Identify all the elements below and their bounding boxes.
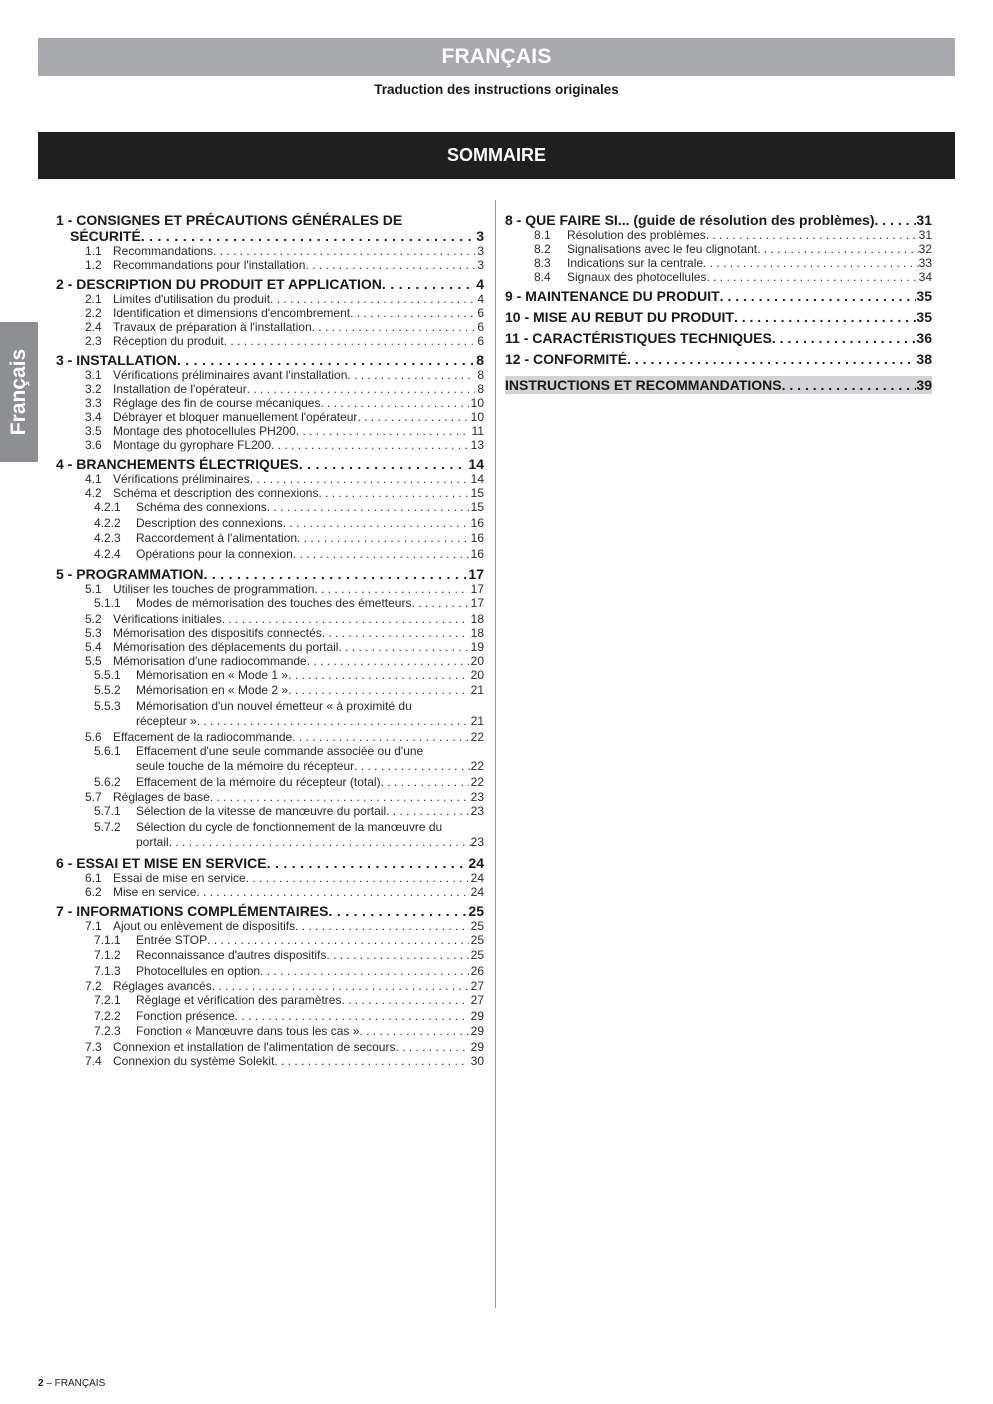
toc-item-number: 5.7.2 [94,819,121,834]
toc-item-title: Entrée STOP [136,932,208,947]
toc-page: 35 [916,288,932,304]
toc-section-title-cont: SÉCURITÉ [70,228,141,244]
toc-page: 31 [918,228,932,242]
toc-item-title: Description des connexions [136,515,283,530]
toc-item-number: 8.3 [534,256,551,270]
toc-section-11[interactable] [505,330,932,346]
toc-page: 36 [916,330,932,346]
toc-page: 17 [468,566,484,582]
toc-page: 15 [470,486,484,500]
toc-left-column [56,212,484,1068]
toc-banner [38,132,955,179]
toc-subitem[interactable] [56,668,484,684]
toc-page: 3 [477,258,484,272]
toc-item-title: Utiliser les touches de programmation [113,582,315,596]
toc-item-title: Réglage et vérification des paramètres [136,993,342,1007]
toc-page: 24 [470,870,484,885]
toc-section-title: 2 - DESCRIPTION DU PRODUIT ET APPLICATION [56,276,382,292]
toc-item-title: Schéma et description des connexions [113,486,319,500]
toc-subitem[interactable] [56,1024,484,1040]
toc-page: 16 [470,515,484,530]
toc-subitem[interactable] [56,683,484,699]
toc-section-title: INSTRUCTIONS ET RECOMMANDATIONS [505,377,782,393]
toc-item-number: 4.2.3 [94,531,121,545]
toc-item-number: 5.4 [85,639,102,654]
toc-item[interactable] [505,270,932,284]
toc-item-title: Essai de mise en service [113,870,246,885]
toc-item[interactable] [56,382,484,396]
toc-subitem-continuation[interactable] [56,714,484,730]
toc-item-title: Vérifications initiales [113,611,222,626]
toc-item-number: 3.3 [85,396,102,410]
toc-page: 4 [476,276,484,292]
toc-page: 25 [470,932,484,947]
toc-item-number: 5.6.1 [94,743,121,758]
toc-item-number: 5.2 [85,611,102,626]
footer-label: – FRANÇAIS [46,1378,106,1389]
toc-item-title: Photocellules en option [136,963,261,978]
toc-section-title: 10 - MISE AU REBUT DU PRODUIT [505,309,734,325]
toc-section-7[interactable] [56,903,484,919]
toc-right-column [505,212,932,394]
toc-section-title: 3 - INSTALLATION [56,352,177,368]
toc-item-title: Reconnaissance d'autres dispositifs [136,948,327,962]
toc-section-title: 12 - CONFORMITÉ [505,351,628,367]
toc-item-title: Sélection du cycle de fonctionnement de la manœuvre du [136,819,443,834]
toc-item-number: 5.7 [85,790,102,804]
toc-item-number: 5.5.2 [94,683,121,697]
toc-item-number: 1.2 [85,258,102,272]
toc-section-title: 4 - BRANCHEMENTS ÉLECTRIQUES [56,456,299,472]
toc-page: 8 [476,352,484,368]
toc-subitem[interactable] [56,820,484,836]
toc-subitem[interactable] [56,775,484,791]
toc-page: 19 [470,639,484,654]
toc-subitem[interactable] [56,1009,484,1025]
toc-item[interactable] [56,244,484,258]
toc-page: 18 [470,625,484,640]
toc-item[interactable] [56,612,484,626]
toc-page: 20 [470,667,484,682]
toc-item-number: 2.4 [85,320,102,334]
toc-subitem[interactable] [56,744,484,760]
toc-item-title: Fonction présence [136,1008,235,1023]
toc-item-title-cont: récepteur » [136,714,197,728]
toc-page: 6 [477,320,484,334]
toc-subitem-continuation[interactable] [56,759,484,775]
toc-item-title: Recommandations [113,244,214,258]
toc-item-title: Résolution des problèmes [567,228,706,242]
toc-item-number: 5.3 [85,625,102,640]
toc-page: 35 [916,309,932,325]
toc-item[interactable] [56,438,484,452]
toc-page: 3 [477,244,484,258]
toc-item-number: 5.7.1 [94,804,121,818]
toc-item-number: 3.1 [85,368,102,382]
toc-item-number: 4.2 [85,486,102,500]
toc-item[interactable] [56,654,484,668]
toc-page: 8 [477,368,484,382]
toc-item-title: Vérifications préliminaires [113,472,250,486]
toc-subitem[interactable] [56,596,484,612]
toc-item-title: Mémorisation en « Mode 2 » [136,683,289,697]
toc-page: 26 [470,963,484,978]
toc-item[interactable] [56,640,484,654]
toc-item-number: 8.1 [534,228,551,242]
toc-page: 14 [468,456,484,472]
toc-item-title: Mémorisation en « Mode 1 » [136,667,289,682]
toc-page: 20 [470,653,484,668]
toc-item-number: 5.5 [85,653,102,668]
toc-page: 23 [470,804,484,818]
toc-item-title-cont: portail [136,835,169,849]
toc-item-number: 7.2 [85,979,102,993]
toc-section-12[interactable] [505,351,932,367]
toc-item[interactable] [56,396,484,410]
toc-item-title: Installation de l'opérateur [113,382,247,396]
toc-page: 29 [470,1039,484,1054]
toc-section-4[interactable] [56,456,484,472]
toc-item-number: 5.6 [85,729,102,744]
toc-item-number: 8.4 [534,270,551,284]
toc-item[interactable] [56,320,484,334]
toc-item-title: Effacement de la radiocommande [113,729,293,744]
toc-page: 23 [470,790,484,804]
toc-page: 17 [470,582,484,596]
toc-page: 24 [470,884,484,899]
toc-item-number: 3.5 [85,424,102,438]
toc-section-6[interactable] [56,855,484,871]
toc-section-title: 5 - PROGRAMMATION [56,566,204,582]
toc-subitem[interactable] [56,531,484,547]
toc-page: 25 [470,948,484,962]
toc-item-number: 7.1.2 [94,948,121,962]
toc-page: 31 [916,212,932,228]
toc-page: 16 [470,531,484,545]
toc-item[interactable] [56,1054,484,1068]
toc-item[interactable] [56,472,484,486]
toc-item-title: Mise en service [113,884,197,899]
toc-page: 21 [470,683,484,697]
toc-page: 34 [918,270,932,284]
toc-item-title: Mémorisation d'une radiocommande [113,653,307,668]
toc-item-title: Raccordement à l'alimentation [136,531,298,545]
toc-item-title-cont: seule touche de la mémoire du récepteur [136,759,355,773]
toc-item-number: 8.2 [534,242,551,256]
toc-title: SOMMAIRE [447,145,546,165]
toc-item[interactable] [56,919,484,933]
toc-page: 38 [916,351,932,367]
toc-page: 24 [468,854,484,871]
toc-item[interactable] [56,626,484,640]
toc-item-title: Réglage des fin de course mécaniques [113,396,321,410]
toc-item-number: 6.2 [85,884,102,899]
side-language-tab [0,322,38,462]
toc-section-title: 7 - INFORMATIONS COMPLÉMENTAIRES [56,902,329,919]
toc-item[interactable] [56,258,484,272]
toc-section-9[interactable] [505,288,932,304]
toc-section-1[interactable] [56,212,484,244]
toc-section-title: 1 - CONSIGNES ET PRÉCAUTIONS GÉNÉRALES DE [56,212,403,228]
toc-item-number: 4.2.4 [94,546,121,561]
toc-item-number: 2.3 [85,334,102,348]
toc-item-number: 5.1 [85,582,102,596]
toc-page: 29 [470,1024,484,1038]
toc-item[interactable] [56,292,484,306]
toc-page: 18 [470,611,484,626]
toc-item-number: 2.1 [85,292,102,306]
toc-subitem[interactable] [56,516,484,532]
toc-item-title: Mémorisation des dispositifs connectés [113,625,322,640]
toc-item-number: 3.6 [85,438,102,452]
toc-item-title: Travaux de préparation à l'installation [113,320,312,334]
toc-page: 27 [470,979,484,993]
column-divider [495,200,496,1308]
toc-page: 11 [471,424,484,438]
toc-item-number: 4.1 [85,472,102,486]
toc-page: 33 [918,256,932,270]
toc-item-title: Réglages avancés [113,979,212,993]
toc-item[interactable] [56,334,484,348]
toc-item-title: Ajout ou enlèvement de dispositifs [113,918,296,933]
toc-section-2[interactable] [56,276,484,292]
toc-section-3[interactable] [56,352,484,368]
toc-item[interactable] [56,582,484,596]
language-title: FRANÇAIS [441,45,552,68]
toc-page: 4 [477,292,484,306]
toc-item-title: Connexion et installation de l'alimentation de secours [113,1039,396,1054]
toc-item-title: Connexion du système Solekit [113,1053,275,1068]
toc-page: 6 [477,306,484,320]
toc-item[interactable] [56,730,484,744]
toc-item-number: 6.1 [85,870,102,885]
toc-item-title: Effacement d'une seule commande associée ou d'une [136,743,424,758]
toc-subitem[interactable] [56,933,484,949]
toc-item-title: Recommandations pour l'installation [113,258,306,272]
toc-subitem[interactable] [56,948,484,964]
toc-item-number: 5.5.1 [94,667,121,682]
toc-item-number: 2.2 [85,306,102,320]
toc-page: 25 [470,918,484,933]
toc-item-number: 7.2.1 [94,993,121,1007]
toc-item-number: 7.3 [85,1039,102,1054]
toc-page: 8 [477,382,484,396]
page-footer [38,1378,105,1389]
toc-subitem[interactable] [56,993,484,1009]
toc-item[interactable] [56,979,484,993]
toc-item-title: Réglages de base [113,790,210,804]
toc-item-title: Signalisations avec le feu clignotant [567,242,758,256]
toc-item-title: Limites d'utilisation du produit [113,292,271,306]
toc-section-10[interactable] [505,309,932,325]
side-tab-label: Français [7,348,31,436]
toc-page: 6 [477,334,484,348]
toc-page: 39 [916,377,932,393]
toc-page: 29 [470,1008,484,1023]
toc-section-title: 11 - CARACTÉRISTIQUES TECHNIQUES [505,330,772,346]
toc-item-title: Effacement de la mémoire du récepteur (total) [136,774,381,789]
toc-item-number: 5.1.1 [94,596,121,610]
toc-page: 30 [470,1053,484,1068]
toc-item-title: Identification et dimensions d'encombrement [113,306,351,320]
toc-item[interactable] [56,424,484,438]
toc-item[interactable] [505,256,932,270]
toc-page: 3 [476,228,484,244]
toc-item-title: Sélection de la vitesse de manœuvre du portail [136,804,387,818]
toc-item-title: Débrayer et bloquer manuellement l'opérateur [113,410,358,424]
page-subtitle: Traduction des instructions originales [374,82,619,97]
toc-item[interactable] [56,871,484,885]
toc-section-title: 8 - QUE FAIRE SI... (guide de résolution des problèmes) [505,212,875,228]
toc-item-title: Réception du produit [113,334,224,348]
toc-page: 22 [470,729,484,744]
toc-item-number: 7.4 [85,1053,102,1068]
toc-item-number: 7.1.1 [94,932,121,947]
footer-page-number: 2 [38,1378,44,1389]
toc-item-number: 3.4 [85,410,102,424]
toc-section-title: 6 - ESSAI ET MISE EN SERVICE [56,854,267,871]
toc-item[interactable] [505,242,932,256]
toc-subitem[interactable] [56,500,484,516]
toc-item[interactable] [56,790,484,804]
toc-item-title: Indications sur la centrale [567,256,704,270]
toc-item[interactable] [505,228,932,242]
toc-item-title: Opérations pour la connexion [136,546,293,561]
toc-item[interactable] [56,368,484,382]
toc-page: 13 [470,438,484,452]
toc-item-number: 7.2.3 [94,1024,121,1038]
toc-item-number: 5.6.2 [94,774,121,789]
toc-item[interactable] [56,306,484,320]
toc-section-instructions[interactable] [505,376,932,394]
toc-subitem-continuation[interactable] [56,835,484,851]
toc-page: 10 [470,410,484,424]
toc-item-title: Montage du gyrophare FL200 [113,438,272,452]
toc-section-5[interactable] [56,566,484,582]
toc-page: 25 [468,902,484,919]
toc-item-title: Schéma des connexions [136,500,267,514]
toc-item-title: Fonction « Manœuvre dans tous les cas » [136,1024,360,1038]
toc-item-number: 1.1 [85,244,102,258]
toc-section-title: 9 - MAINTENANCE DU PRODUIT [505,288,720,304]
toc-item-title: Modes de mémorisation des touches des émetteurs [136,596,412,610]
toc-item-number: 5.5.3 [94,698,121,713]
toc-page: 17 [470,596,484,610]
toc-item-number: 7.1.3 [94,963,121,978]
toc-item[interactable] [56,410,484,424]
toc-item-title: Montage des photocellules PH200 [113,424,296,438]
toc-item[interactable] [56,486,484,500]
toc-item-number: 4.2.2 [94,515,121,530]
language-banner [38,38,955,76]
toc-subitem[interactable] [56,804,484,820]
toc-page: 15 [470,500,484,514]
toc-section-8[interactable] [505,212,932,228]
toc-item-number: 3.2 [85,382,102,396]
toc-item-number: 7.1 [85,918,102,933]
toc-page: 22 [470,759,484,773]
toc-item-title: Mémorisation d'un nouvel émetteur « à proximité du [136,698,412,713]
toc-page: 22 [470,774,484,789]
toc-item-title: Mémorisation des déplacements du portail [113,639,339,654]
toc-subitem[interactable] [56,699,484,715]
toc-subitem[interactable] [56,964,484,980]
toc-page: 21 [470,714,484,728]
toc-page: 23 [470,835,484,849]
toc-item-title: Vérifications préliminaires avant l'installation [113,368,348,382]
toc-item-title: Signaux des photocellules [567,270,707,284]
toc-subitem[interactable] [56,547,484,563]
toc-page: 27 [470,993,484,1007]
toc-item-number: 4.2.1 [94,500,121,514]
toc-page: 14 [470,472,484,486]
toc-page: 32 [918,242,932,256]
toc-item-number: 7.2.2 [94,1008,121,1023]
toc-page: 16 [470,546,484,561]
toc-page: 10 [470,396,484,410]
toc-item[interactable] [56,1040,484,1054]
toc-item[interactable] [56,885,484,899]
